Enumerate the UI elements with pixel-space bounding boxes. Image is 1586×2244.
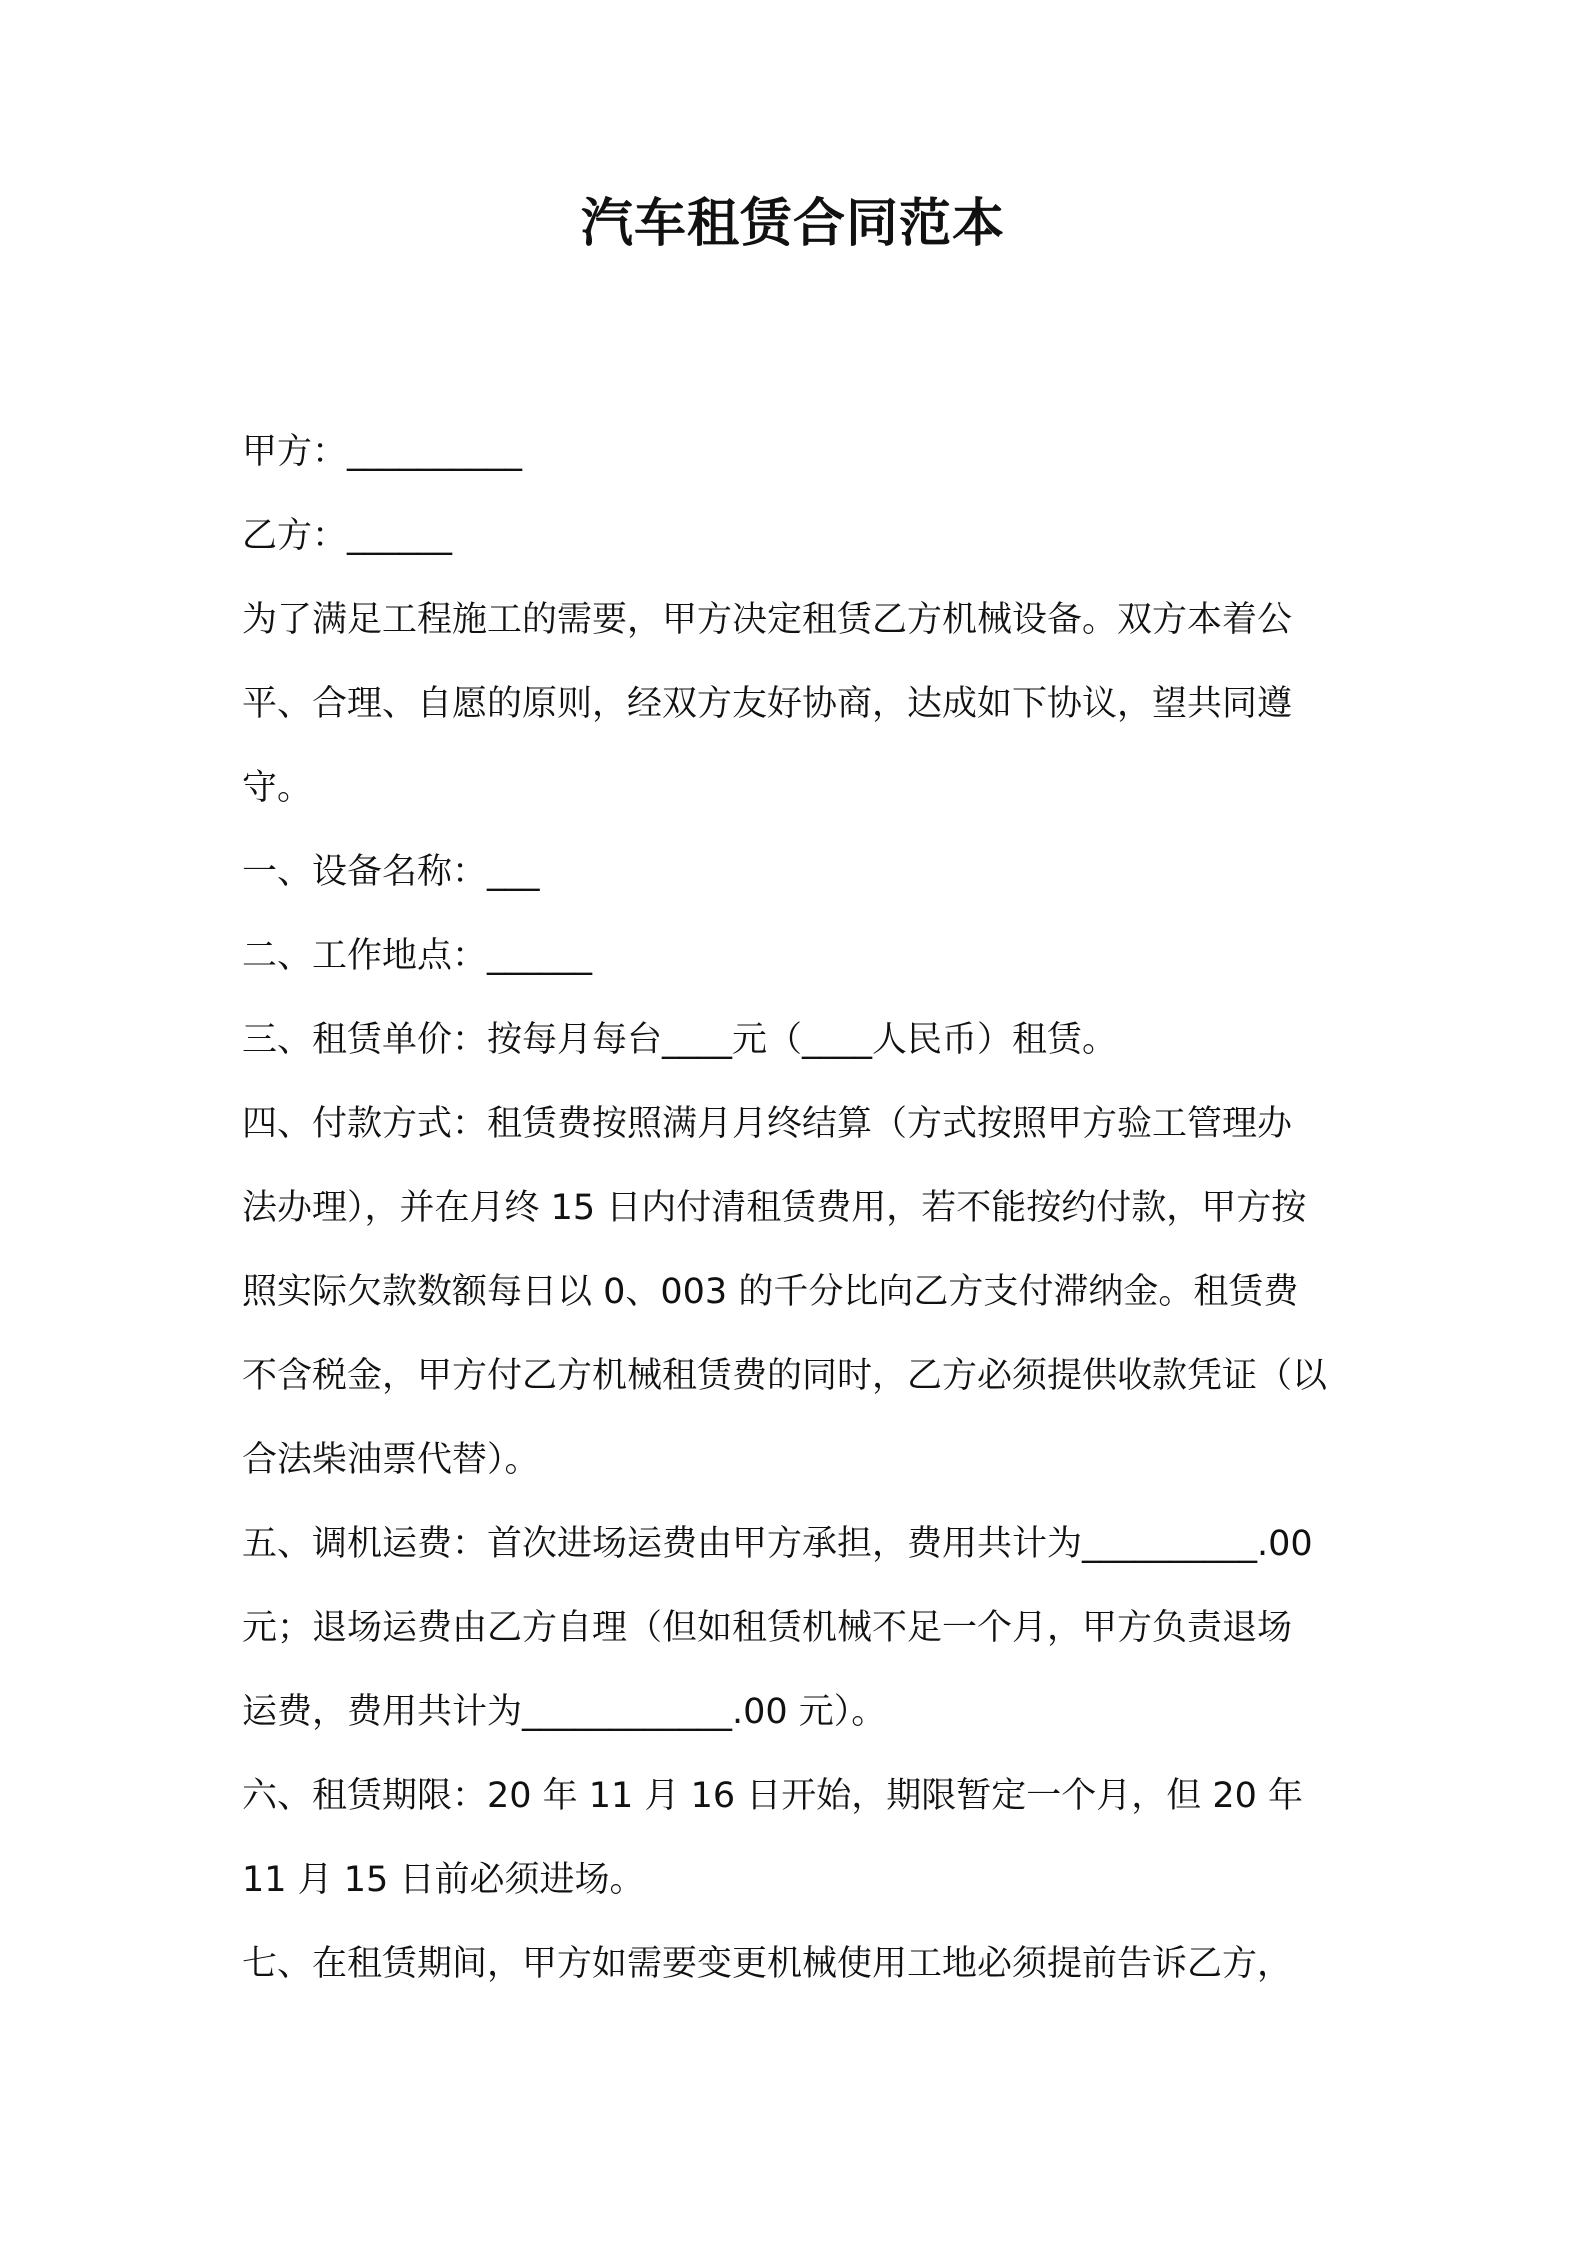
clause-4-payment-line-1: 四、付款方式：租赁费按照满月月终结算（方式按照甲方验工管理办	[242, 1104, 1293, 1144]
clause-1-equipment-name: 一、设备名称：___	[242, 852, 540, 892]
clause-6-term-line-1: 六、租赁期限：20 年 11 月 16 日开始，期限暂定一个月，但 20 年	[242, 1776, 1304, 1816]
clause-5-transport-line-3: 运费，费用共计为____________.00 元）。	[242, 1692, 887, 1732]
clause-4-payment-line-4: 不含税金，甲方付乙方机械租赁费的同时，乙方必须提供收款凭证（以	[242, 1356, 1328, 1396]
clause-5-transport-line-1: 五、调机运费：首次进场运费由甲方承担，费用共计为__________.00	[242, 1524, 1313, 1564]
party-a-line: 甲方：__________	[242, 432, 523, 472]
intro-line-2: 平、合理、自愿的原则，经双方友好协商，达成如下协议，望共同遵	[242, 684, 1293, 724]
clause-4-payment-line-3: 照实际欠款数额每日以 0、003 的千分比向乙方支付滞纳金。租赁费	[242, 1272, 1299, 1312]
clause-6-term-line-2: 11 月 15 日前必须进场。	[242, 1860, 645, 1900]
party-b-line: 乙方：______	[242, 516, 453, 556]
intro-line-3: 守。	[242, 768, 313, 808]
clause-3-rental-unit-price: 三、租赁单价：按每月每台____元（____人民币）租赁。	[242, 1020, 1118, 1060]
document-title: 汽车租赁合同范本	[580, 194, 1005, 254]
document-body	[242, 410, 1358, 2006]
clause-5-transport-line-2: 元；退场运费由乙方自理（但如租赁机械不足一个月，甲方负责退场	[242, 1608, 1293, 1648]
clause-4-payment-line-5: 合法柴油票代替）。	[242, 1440, 540, 1480]
intro-line-1: 为了满足工程施工的需要，甲方决定租赁乙方机械设备。双方本着公	[242, 600, 1293, 640]
clause-2-work-location: 二、工作地点：______	[242, 936, 593, 976]
clause-7-line-1: 七、在租赁期间，甲方如需要变更机械使用工地必须提前告诉乙方，	[242, 1944, 1293, 1984]
clause-4-payment-line-2: 法办理），并在月终 15 日内付清租赁费用，若不能按约付款，甲方按	[242, 1188, 1307, 1228]
